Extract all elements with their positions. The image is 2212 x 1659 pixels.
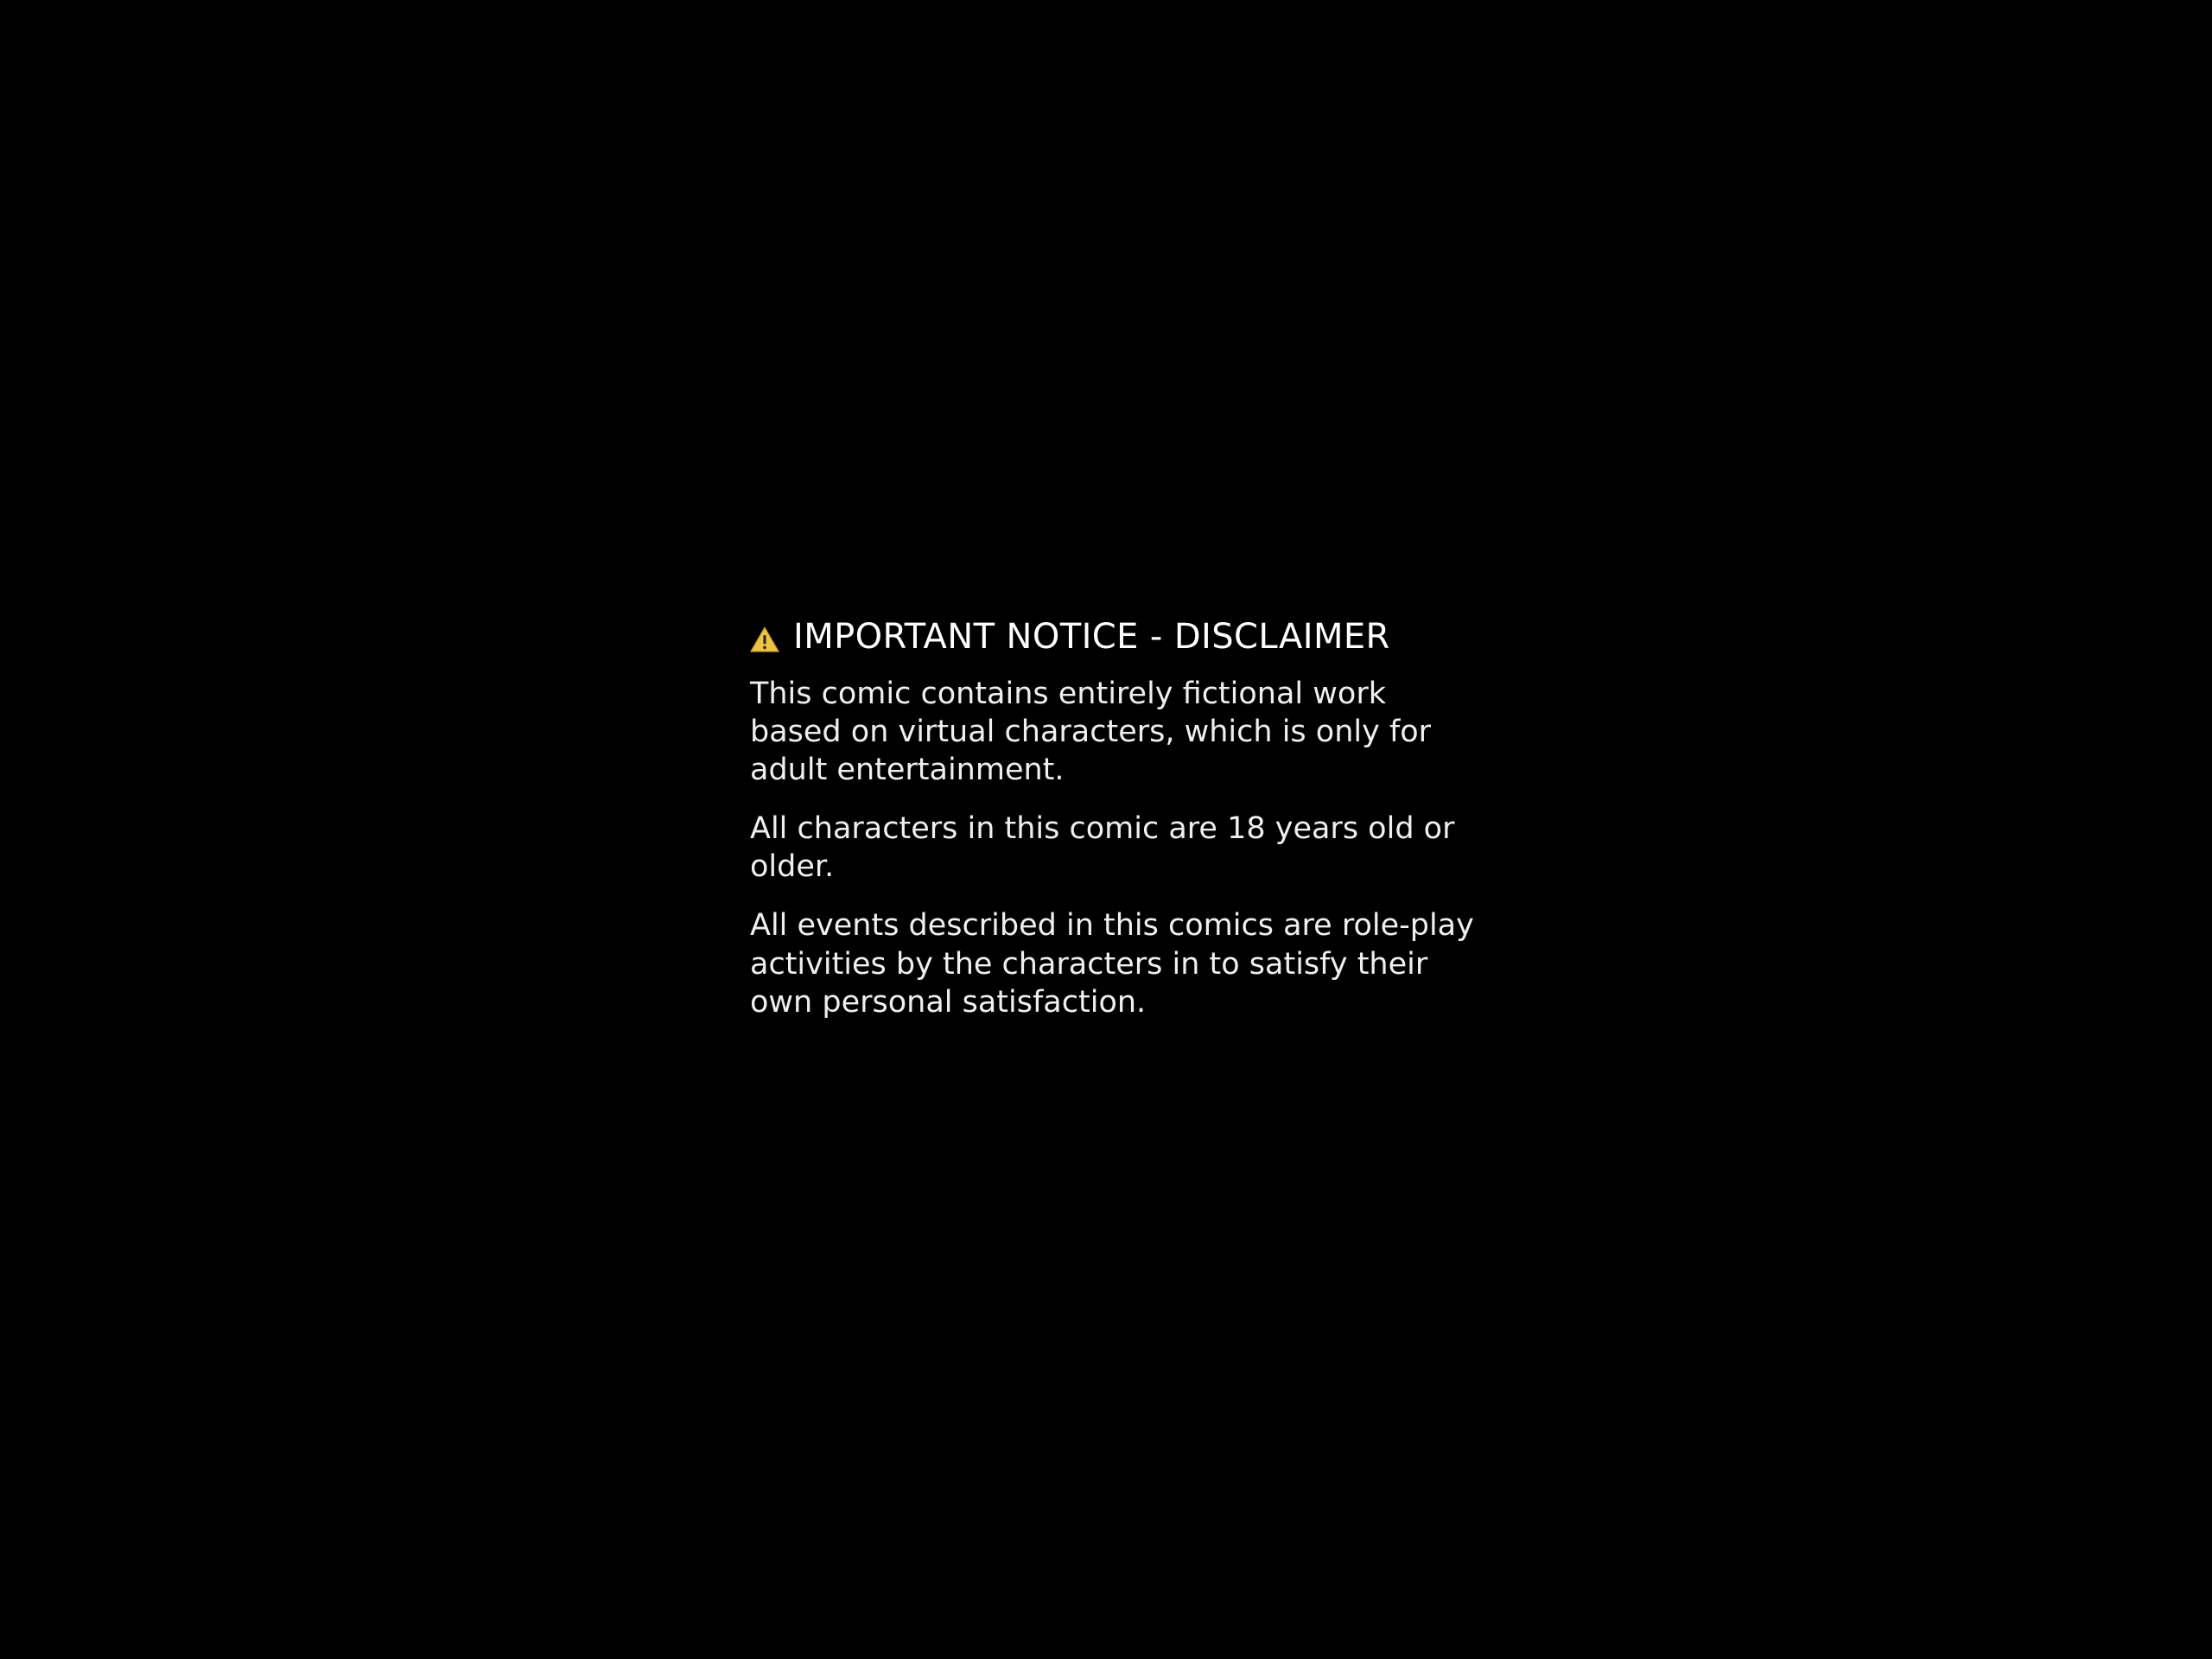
warning-triangle-icon bbox=[750, 624, 779, 653]
notice-paragraph-2: All characters in this comic are 18 years old or older. bbox=[750, 811, 1455, 885]
notice-heading-text: IMPORTANT NOTICE - DISCLAIMER bbox=[793, 617, 1390, 657]
notice-paragraph-1: This comic contains entirely fictional work based on virtual characters, which is only for adult entertainment. bbox=[750, 677, 1432, 788]
notice-heading bbox=[750, 618, 1493, 656]
notice-paragraph-3: All events described in this comics are role-play activities by the characters in to satisfy their own personal satisfaction. bbox=[750, 908, 1474, 1020]
disclaimer-notice bbox=[750, 618, 1493, 1021]
